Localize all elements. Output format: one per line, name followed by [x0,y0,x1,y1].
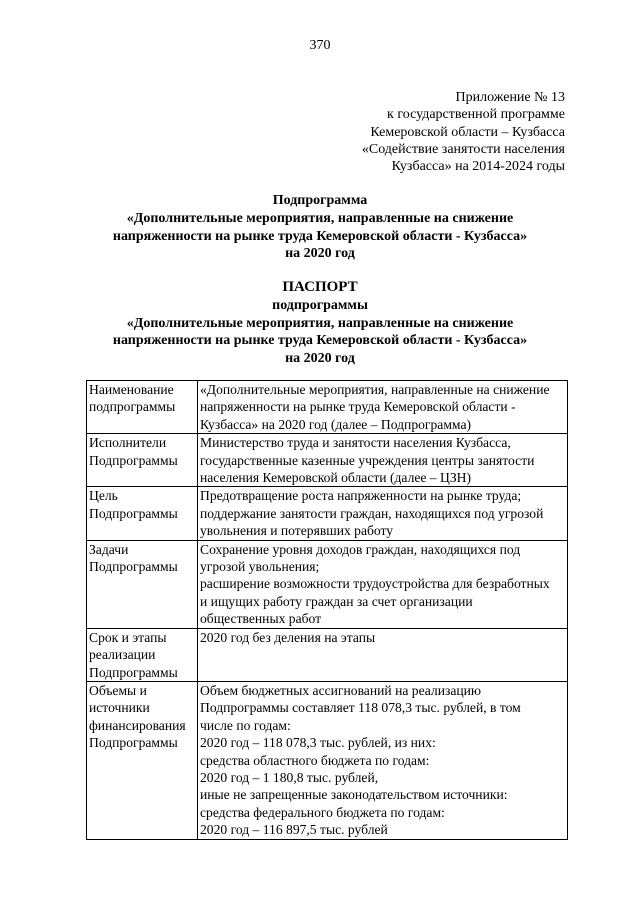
value-line: увольнения и потерявших работу [200,523,394,539]
passport-heading-line: подпрограммы [272,297,368,313]
label-line: Объемы и [89,682,147,698]
table-row [87,487,568,540]
value-line: Сохранение уровня доходов граждан, находящихся под [200,541,521,557]
passport-title: ПАСПОРТ [282,279,358,295]
label-line: Подпрограммы [89,664,178,680]
value-line: угрозой увольнения; [200,559,320,575]
row-label [87,540,198,628]
label-line: Подпрограммы [89,559,178,575]
page-number: 370 [309,38,331,53]
label-line: Цель [89,488,118,504]
row-label [87,628,198,681]
value-line: средства областного бюджета по годам: [200,752,430,768]
value-line: Министерство труда и занятости населения Кузбасса, [200,435,511,451]
appendix-line: Приложение № 13 [455,90,565,105]
value-line: числе по годам: [200,717,291,733]
label-line: источники [89,700,150,716]
row-label [87,681,198,839]
value-line: поддержание занятости граждан, находящихся под угрозой [200,505,544,521]
value-line: общественных работ [200,611,322,627]
value-line: 2020 год – 118 078,3 тыс. рублей, из них: [200,735,436,751]
appendix-line: Кемеровской области – Кузбасса [370,124,565,140]
passport-heading-line: на 2020 год [285,351,355,367]
subprogram-heading [0,192,640,263]
value-line: Кузбасса» на 2020 год (далее – Подпрограмма) [200,416,471,432]
value-line: Предотвращение роста напряженности на рынке труда; [200,488,522,504]
appendix-line: «Содействие занятости населения [361,141,565,157]
label-line: Наименование [89,382,174,397]
label-line: Исполнители [89,435,167,451]
row-value [198,540,568,628]
row-label [87,487,198,540]
value-line: населения Кемеровской области (далее – ЦЗН) [200,470,471,486]
label-line: подпрограммы [89,399,176,415]
appendix-line: к государственной программе [387,107,565,123]
appendix-block [305,89,565,175]
label-line: финансирования [89,717,186,733]
value-line: средства федерального бюджета по годам: [200,804,445,820]
appendix-line: Кузбасса» на 2014-2024 годы [391,159,565,175]
value-line: 2020 год – 1 180,8 тыс. рублей, [200,769,379,785]
value-line: Подпрограммы составляет 118 078,3 тыс. рублей, в том [200,700,521,716]
subprogram-heading-line: «Дополнительные мероприятия, направленные на снижение [126,210,514,226]
value-line: государственные казенные учреждения центры занятости [200,452,535,468]
value-line: «Дополнительные мероприятия, направленные на снижение [200,382,550,397]
value-line: напряженности на рынке труда Кемеровской области - [200,399,516,415]
value-line: Объем бюджетных ассигнований на реализацию [200,682,482,698]
row-value [198,628,568,681]
table-row [87,434,568,487]
passport-heading [0,279,640,368]
label-line: реализации [89,647,156,663]
value-line: иные не запрещенные законодательством источники: [200,787,508,803]
label-line: Задачи [89,541,129,557]
passport-heading-line: «Дополнительные мероприятия, направленные на снижение [126,315,514,331]
row-label [87,381,198,434]
passport-table [86,380,568,840]
value-line: 2020 год без деления на этапы [200,629,376,645]
table-row [87,540,568,628]
row-value [198,681,568,839]
table-row [87,381,568,434]
label-line: Подпрограммы [89,735,178,751]
row-value [198,381,568,434]
label-line: Подпрограммы [89,452,178,468]
passport-heading-line: напряженности на рынке труда Кемеровской области - Кузбасса» [112,333,528,349]
value-line: и ищущих работу граждан за счет организации [200,593,473,609]
subprogram-heading-line: напряженности на рынке труда Кемеровской области - Кузбасса» [112,228,528,244]
label-line: Подпрограммы [89,505,178,521]
row-value [198,487,568,540]
row-value [198,434,568,487]
subprogram-heading-line: Подпрограмма [272,193,368,208]
table-row [87,628,568,681]
subprogram-heading-line: на 2020 год [285,246,355,262]
value-line: 2020 год – 116 897,5 тыс. рублей [200,822,388,838]
table-row [87,681,568,839]
label-line: Срок и этапы [89,629,167,645]
value-line: расширение возможности трудоустройства для безработных [200,576,550,592]
row-label [87,434,198,487]
